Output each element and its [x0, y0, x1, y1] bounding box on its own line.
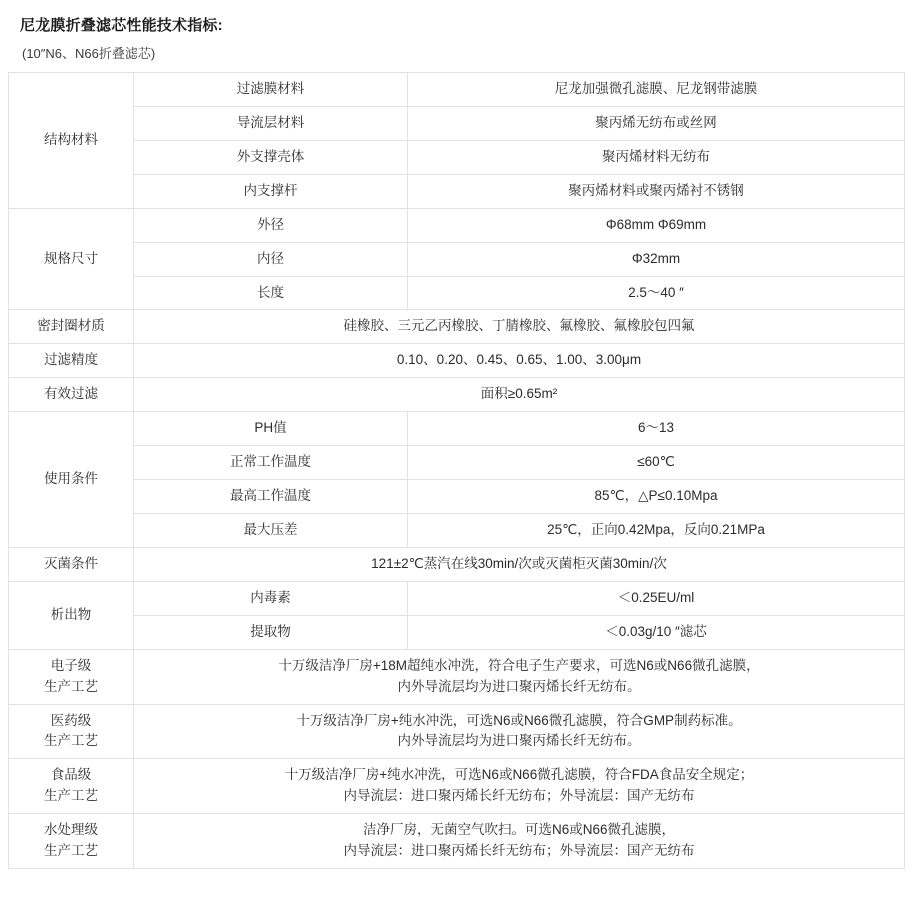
table-row	[9, 412, 905, 446]
table-row	[9, 446, 905, 480]
row-sublabel: PH值	[134, 412, 408, 446]
table-row	[9, 344, 905, 378]
row-label: 结构材料	[9, 73, 134, 209]
row-value: 25℃，正向0.42Mpa，反向0.21MPa	[408, 513, 905, 547]
row-value: 121±2℃蒸汽在线30min/次或灭菌柜灭菌30min/次	[134, 547, 905, 581]
row-sublabel: 提取物	[134, 615, 408, 649]
row-sublabel: 内支撑杆	[134, 174, 408, 208]
row-value: 聚丙烯材料或聚丙烯衬不锈钢	[408, 174, 905, 208]
table-row	[9, 174, 905, 208]
row-sublabel: 外支撑壳体	[134, 140, 408, 174]
row-value: 尼龙加强微孔滤膜、尼龙钢带滤膜	[408, 73, 905, 107]
row-label: 析出物	[9, 581, 134, 649]
row-sublabel: 正常工作温度	[134, 446, 408, 480]
row-sublabel: 最高工作温度	[134, 480, 408, 514]
page-title: 尼龙膜折叠滤芯性能技术指标:	[20, 17, 223, 34]
specification-table	[8, 72, 905, 869]
table-row	[9, 276, 905, 310]
table-row	[9, 814, 905, 869]
row-sublabel: 内毒素	[134, 581, 408, 615]
table-row	[9, 378, 905, 412]
row-label: 灭菌条件	[9, 547, 134, 581]
table-row	[9, 242, 905, 276]
row-label: 食品级 生产工艺	[9, 759, 134, 814]
row-label: 过滤精度	[9, 344, 134, 378]
row-sublabel: 过滤膜材料	[134, 73, 408, 107]
row-value: 十万级洁净厂房+纯水冲洗，可选N6或N66微孔滤膜，符合GMP制药标准。 内外导流层均为进口聚丙烯长纤无纺布。	[134, 704, 905, 759]
row-value: 2.5～40 ″	[408, 276, 905, 310]
row-label: 水处理级 生产工艺	[9, 814, 134, 869]
row-value: 0.10、0.20、0.45、0.65、1.00、3.00μm	[134, 344, 905, 378]
table-row	[9, 106, 905, 140]
row-sublabel: 长度	[134, 276, 408, 310]
row-value: Φ68mm Φ69mm	[408, 208, 905, 242]
table-row	[9, 140, 905, 174]
row-value: Φ32mm	[408, 242, 905, 276]
row-value: ＜0.03g/10 ″滤芯	[408, 615, 905, 649]
row-value: 聚丙烯材料无纺布	[408, 140, 905, 174]
table-row	[9, 208, 905, 242]
table-row	[9, 73, 905, 107]
table-row	[9, 649, 905, 704]
row-value: 硅橡胶、三元乙丙橡胶、丁腈橡胶、氟橡胶、氟橡胶包四氟	[134, 310, 905, 344]
row-value: ＜0.25EU/ml	[408, 581, 905, 615]
row-value: 85℃，△P≤0.10Mpa	[408, 480, 905, 514]
row-value: 十万级洁净厂房+18M超纯水冲洗，符合电子生产要求，可选N6或N66微孔滤膜， 内外导流层均为进口聚丙烯长纤无纺布。	[134, 649, 905, 704]
table-row	[9, 759, 905, 814]
page-subtitle: (10″N6、N66折叠滤芯)	[22, 46, 156, 61]
table-row	[9, 547, 905, 581]
row-label: 规格尺寸	[9, 208, 134, 310]
table-row	[9, 704, 905, 759]
row-label: 医药级 生产工艺	[9, 704, 134, 759]
row-sublabel: 外径	[134, 208, 408, 242]
row-value: 聚丙烯无纺布或丝网	[408, 106, 905, 140]
table-body	[9, 73, 905, 869]
table-row	[9, 310, 905, 344]
row-value: 洁净厂房，无菌空气吹扫。可选N6或N66微孔滤膜， 内导流层：进口聚丙烯长纤无纺布；外导流层：国产无纺布	[134, 814, 905, 869]
row-label: 有效过滤	[9, 378, 134, 412]
row-label: 使用条件	[9, 412, 134, 548]
row-label: 电子级 生产工艺	[9, 649, 134, 704]
table-row	[9, 513, 905, 547]
table-row	[9, 615, 905, 649]
row-sublabel: 内径	[134, 242, 408, 276]
row-value: 面积≥0.65m²	[134, 378, 905, 412]
row-sublabel: 最大压差	[134, 513, 408, 547]
row-label: 密封圈材质	[9, 310, 134, 344]
row-value: 6～13	[408, 412, 905, 446]
table-row	[9, 480, 905, 514]
row-value: ≤60℃	[408, 446, 905, 480]
row-sublabel: 导流层材料	[134, 106, 408, 140]
table-row	[9, 581, 905, 615]
row-value: 十万级洁净厂房+纯水冲洗，可选N6或N66微孔滤膜，符合FDA食品安全规定； 内导流层：进口聚丙烯长纤无纺布；外导流层：国产无纺布	[134, 759, 905, 814]
